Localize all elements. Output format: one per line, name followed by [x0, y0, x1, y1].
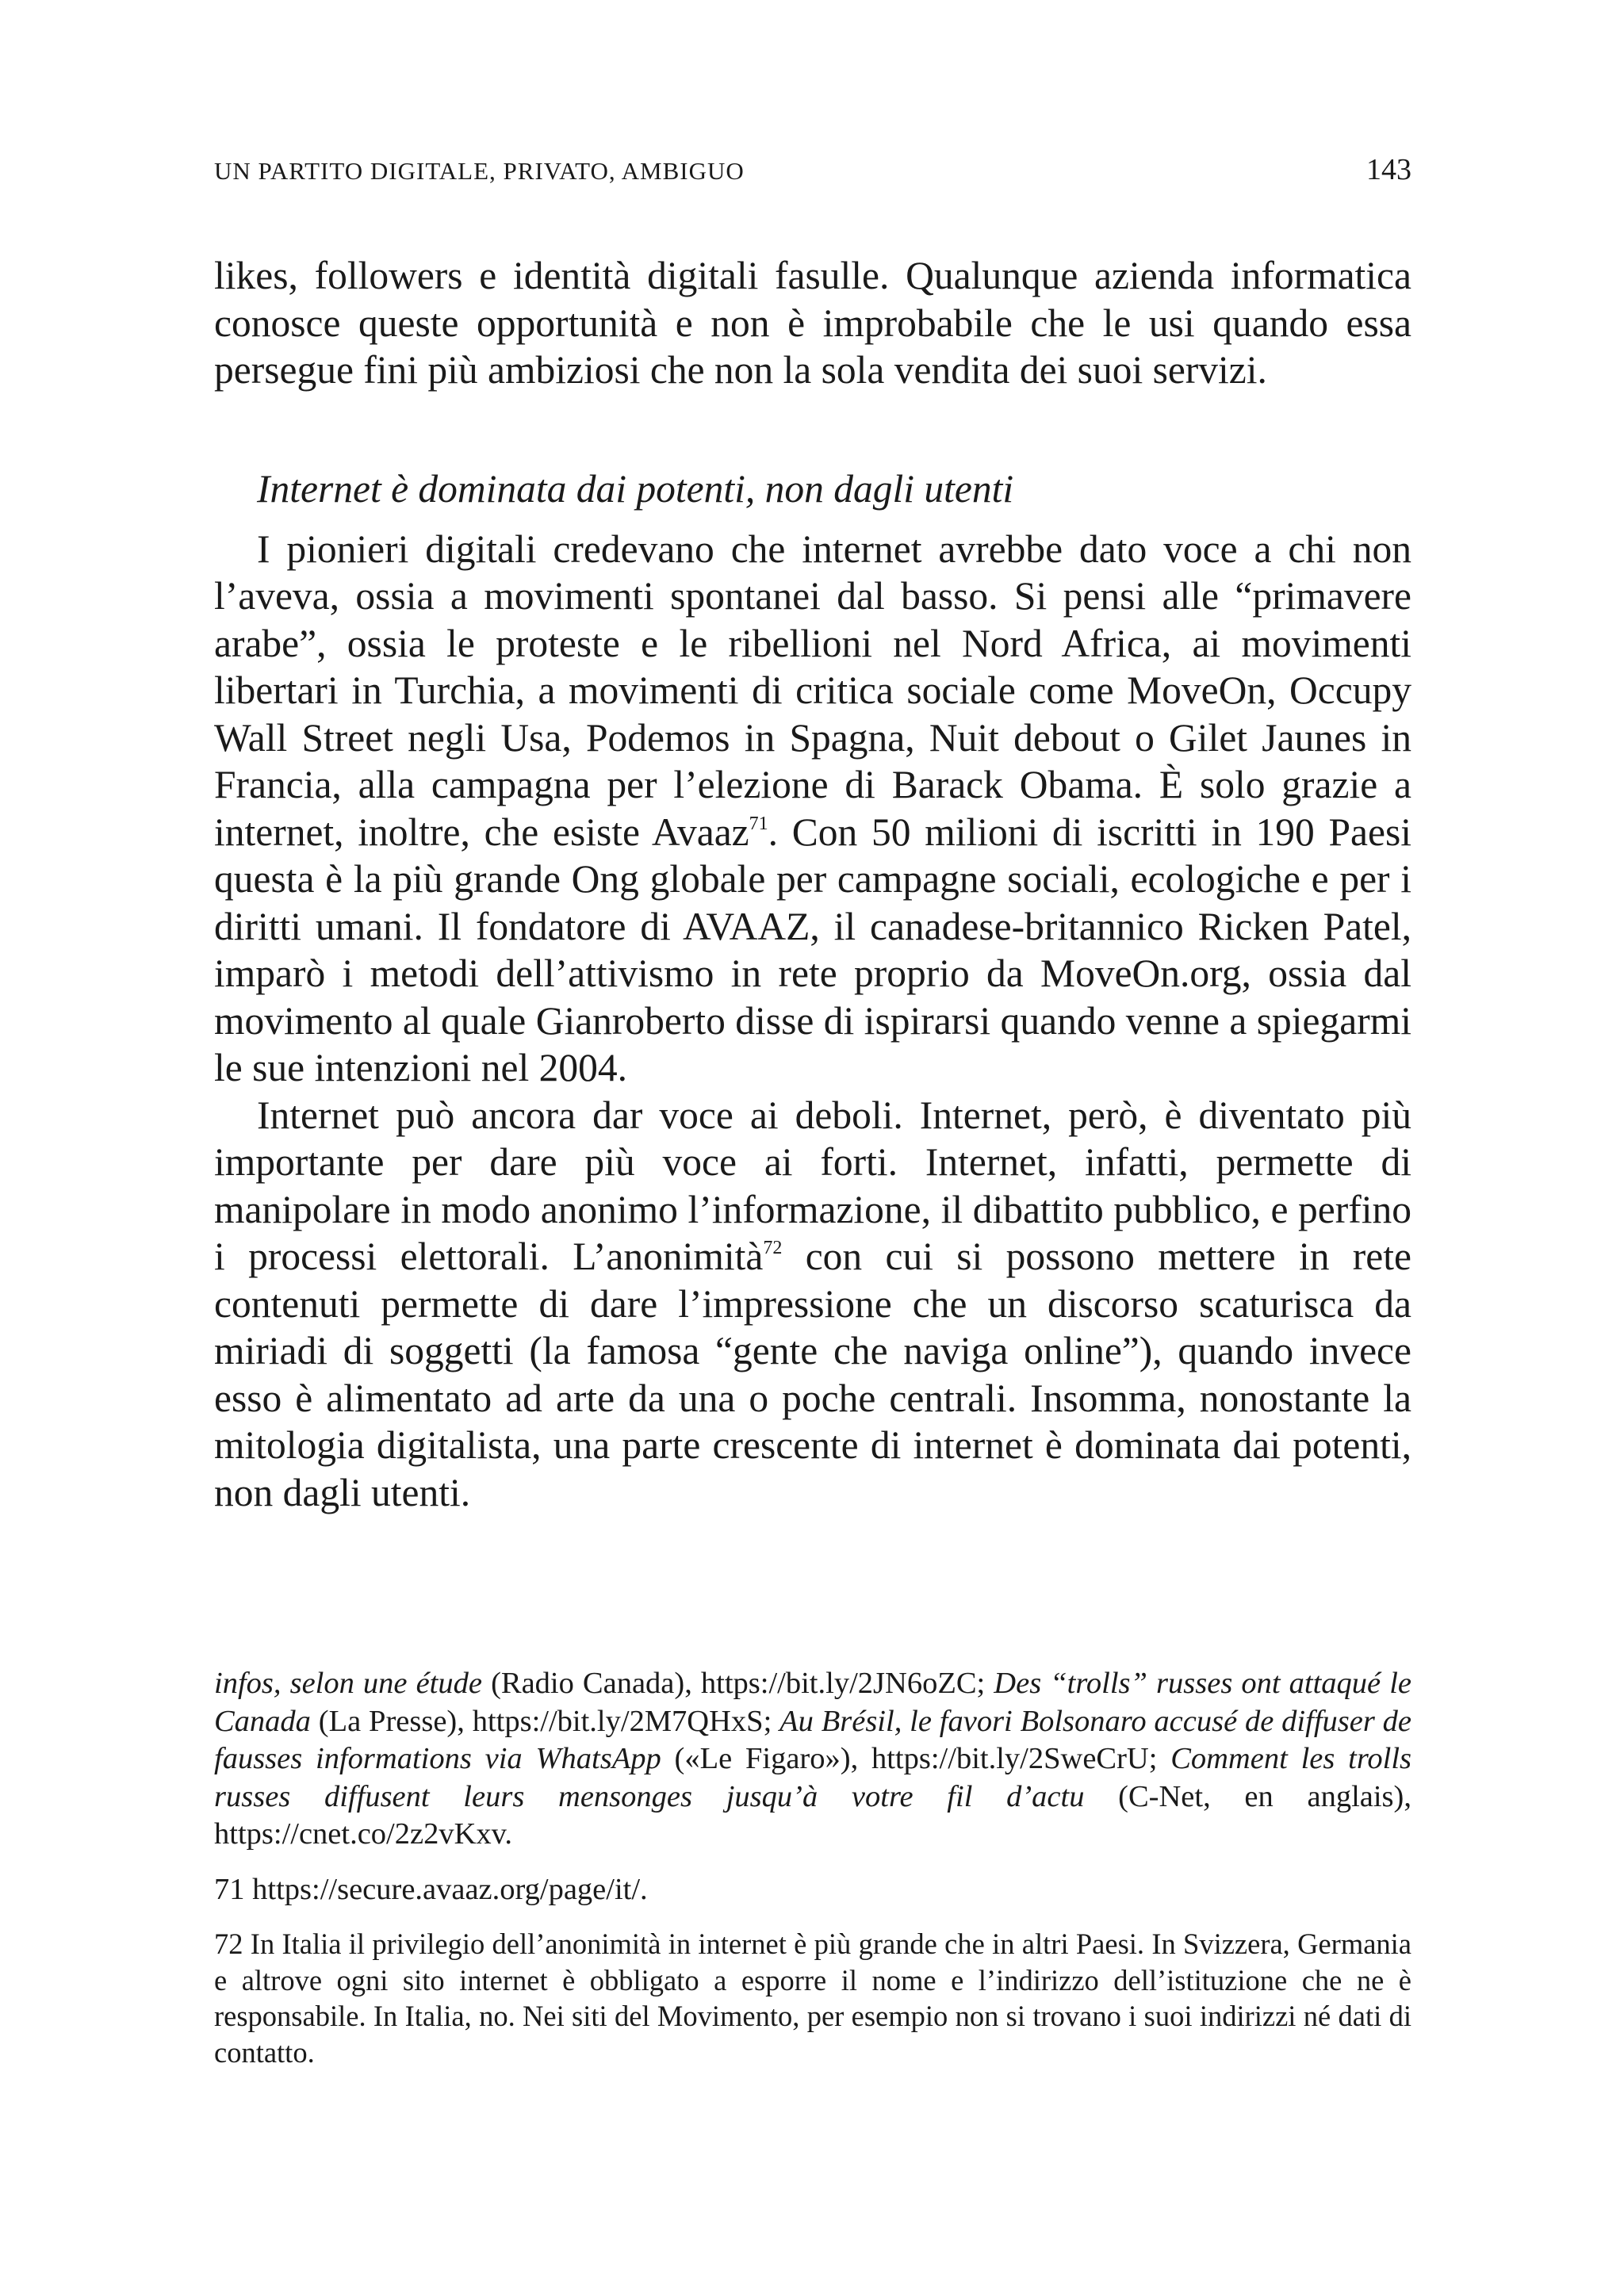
paragraph-anonymity-text-1: Internet può ancora dar voce ai deboli. Internet, però, è diventato più importante per dare più voce ai forti. Internet, infatti, permette di manipolare in modo anonimo l’informazione, il dibattito pubblico, e perfino i processi elettorali. L’anonimità	[214, 1093, 1411, 1278]
footnote-source: («Le Figaro»), https://bit.ly/2SweCrU;	[661, 1742, 1171, 1775]
main-text	[214, 252, 1411, 1516]
footnotes	[214, 1665, 1411, 2070]
footnote-source: (Radio Canada), https://bit.ly/2JN6oZC;	[481, 1667, 994, 1700]
footnote-title: Des “trolls” russes ont attaqué le Canada	[214, 1667, 1412, 1738]
paragraph-anonymity-text-2: con cui si possono mettere in rete contenuti permette di dare l’impressione che un discorso scaturisca da miriadi di soggetti (la famosa “gente che naviga online”), quando invece esso è alimentato ad arte da una o poche centrali. Insomma, nonostante la mitologia digitalista, una parte crescente di internet è dominata dai potenti, non dagli utenti.	[214, 1235, 1411, 1514]
paragraph-anonymity	[214, 1092, 1411, 1517]
footnote-ref-71[interactable]: 71	[749, 813, 768, 834]
page-number: 143	[1366, 153, 1411, 186]
footnote-continued	[214, 1665, 1411, 1854]
footnote-title: Au Brésil, le favori Bolsonaro accusé de diffuser de fausses informations via WhatsApp	[214, 1704, 1412, 1775]
footnote-71: 71 https://secure.avaaz.org/page/it/.	[214, 1872, 648, 1906]
footnote-title: infos, selon une étude	[214, 1667, 482, 1700]
footnote-source: (C-Net, en anglais), https://cnet.co/2z2vKxv.	[214, 1779, 1411, 1851]
continued-paragraph: likes, followers e identità digitali fasulle. Qualunque azienda informatica conosce queste opportunità e non è improbabile che le usi quando essa persegue fini più ambiziosi che non la sola vendita dei suoi servizi.	[214, 254, 1411, 392]
section-heading: Internet è dominata dai potenti, non dagli utenti	[257, 466, 1014, 511]
footnote-ref-72[interactable]: 72	[763, 1238, 783, 1258]
footnote-72: 72 In Italia il privilegio dell’anonimità in internet è più grande che in altri Paesi. In Svizzera, Germania e altrove ogni sito internet è obbligato a esporre il nome e l’indirizzo dell’istituzione che ne è responsabile. In Italia, no. Nei siti del Movimento, per esempio non si trovano i suoi indirizzi né dati di contatto.	[214, 1928, 1411, 2069]
paragraph-avaaz-text-1: I pionieri digitali credevano che internet avrebbe dato voce a chi non l’aveva, ossia a movimenti spontanei dal basso. Si pensi alle “primavere arabe”, ossia le proteste e le ribellioni nel Nord Africa, ai movimenti libertari in Turchia, a movimenti di critica sociale come MoveOn, Occupy Wall Street negli Usa, Podemos in Spagna, Nuit debout o Gilet Jaunes in Francia, alla campagna per l’elezione di Barack Obama. È solo grazie a internet, inoltre, che esiste Avaaz	[214, 526, 1411, 854]
running-title: UN PARTITO DIGITALE, PRIVATO, AMBIGUO	[214, 157, 745, 185]
paragraph-avaaz-text-2: . Con 50 milioni di iscritti in 190 Paesi questa è la più grande Ong globale per campagne sociali, ecologiche e per i diritti umani. Il fondatore di AVAAZ, il canadese-britannico Ricken Patel, imparò i metodi dell’attivismo in rete proprio da MoveOn.org, ossia dal movimento al quale Gianroberto disse di ispirarsi quando venne a spiegarmi le sue intenzioni nel 2004.	[214, 810, 1411, 1089]
footnote-source: (La Presse), https://bit.ly/2M7QHxS;	[310, 1704, 780, 1738]
footnote-title: Comment les trolls russes diffusent leurs mensonges jusqu’à votre fil d’actu	[214, 1742, 1411, 1813]
running-header	[214, 152, 1411, 192]
paragraph-avaaz	[214, 526, 1411, 1092]
